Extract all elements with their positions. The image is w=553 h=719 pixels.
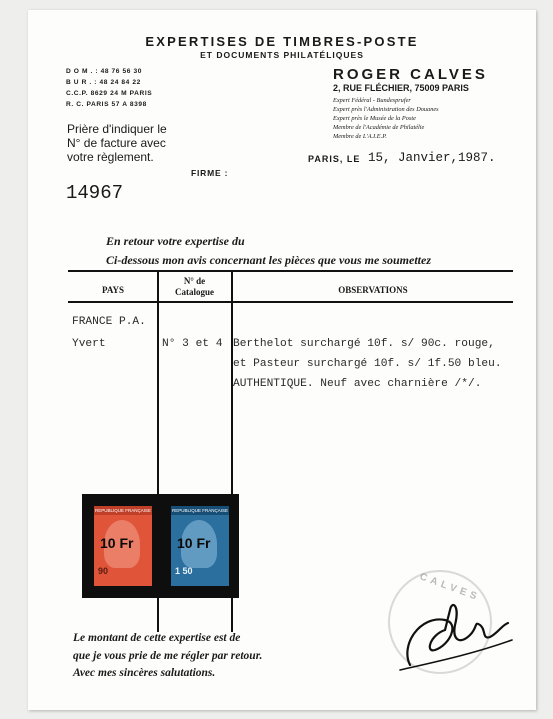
stamp-banner: REPUBLIQUE FRANÇAISE bbox=[171, 508, 228, 513]
expert-address: 2, RUE FLÉCHIER, 75009 PARIS bbox=[333, 83, 469, 93]
certificate-number: 14967 bbox=[66, 182, 124, 204]
column-header-catalogue: N° de bbox=[183, 276, 206, 286]
stamp-surcharge: 10 Fr bbox=[177, 535, 211, 551]
header-title: EXPERTISES DE TIMBRES-POSTE bbox=[145, 34, 419, 49]
column-header-pays: PAYS bbox=[101, 285, 124, 295]
column-header-catalogue: Catalogue bbox=[175, 287, 214, 297]
header-subtitle: ET DOCUMENTS PHILATÉLIQUES bbox=[200, 50, 364, 60]
stamp-pasteur bbox=[165, 500, 235, 592]
table-header-rule bbox=[68, 301, 513, 303]
stamp-berthelot bbox=[88, 500, 158, 592]
closing-line: Avec mes sincères salutations. bbox=[73, 667, 216, 679]
catalogue-cell: N° 3 et 4 bbox=[162, 338, 223, 350]
stamp-surcharge: 10 Fr bbox=[100, 535, 134, 551]
certificate-sheet bbox=[28, 10, 536, 710]
seal-watermark-text: CALVES bbox=[418, 571, 482, 604]
stamp-banner: REPUBLIQUE FRANÇAISE bbox=[94, 508, 151, 513]
closing-line: Le montant de cette expertise est de bbox=[73, 632, 241, 644]
invoice-note-line: votre règlement. bbox=[67, 150, 154, 164]
observation-line: AUTHENTIQUE. Neuf avec charnière /*/. bbox=[233, 378, 482, 390]
firme-label: FIRME : bbox=[191, 168, 229, 178]
observation-line: et Pasteur surchargé 10f. s/ 1f.50 bleu. bbox=[233, 358, 502, 370]
contact-rc: R. C. PARIS 57 A 8398 bbox=[66, 101, 147, 108]
stamp-value: 90 bbox=[98, 566, 109, 576]
date-prefix: PARIS, LE bbox=[308, 154, 361, 164]
closing-line: que je vous prie de me régler par retour. bbox=[73, 650, 263, 662]
intro-line: En retour votre expertise du bbox=[106, 234, 245, 248]
credential-line: Membre de l'Académie de Philatélie bbox=[333, 124, 425, 131]
contact-ccp: C.C.P. 8629 24 M PARIS bbox=[66, 90, 153, 97]
intro-line: Ci-dessous mon avis concernant les pièces que vous me soumettez bbox=[106, 253, 431, 267]
credential-line: Expert Fédéral - Bundesprufer bbox=[333, 97, 411, 104]
credential-line: Expert près le Musée de la Poste bbox=[333, 115, 416, 122]
pays-cell: FRANCE P.A. bbox=[72, 316, 146, 328]
pays-cell: Yvert bbox=[72, 338, 106, 350]
credential-line: Expert près l'Administration des Douanes bbox=[333, 106, 439, 113]
credential-line: Membre de L'A.I.E.P. bbox=[333, 133, 387, 140]
contact-bur: B U R . : 48 24 84 22 bbox=[66, 79, 141, 86]
table-top-rule bbox=[68, 270, 513, 272]
column-header-observations: OBSERVATIONS bbox=[338, 285, 408, 295]
contact-dom: D O M . : 48 76 56 30 bbox=[66, 68, 143, 75]
invoice-note-line: Prière d'indiquer le bbox=[67, 122, 167, 136]
stamp-value: 1 50 bbox=[175, 566, 193, 576]
invoice-note-line: N° de facture avec bbox=[67, 136, 166, 150]
observation-line: Berthelot surchargé 10f. s/ 90c. rouge, bbox=[233, 338, 495, 350]
date-value: 15, Janvier,1987. bbox=[368, 151, 496, 165]
signature-image bbox=[390, 585, 520, 685]
expert-name: ROGER CALVES bbox=[333, 66, 488, 83]
